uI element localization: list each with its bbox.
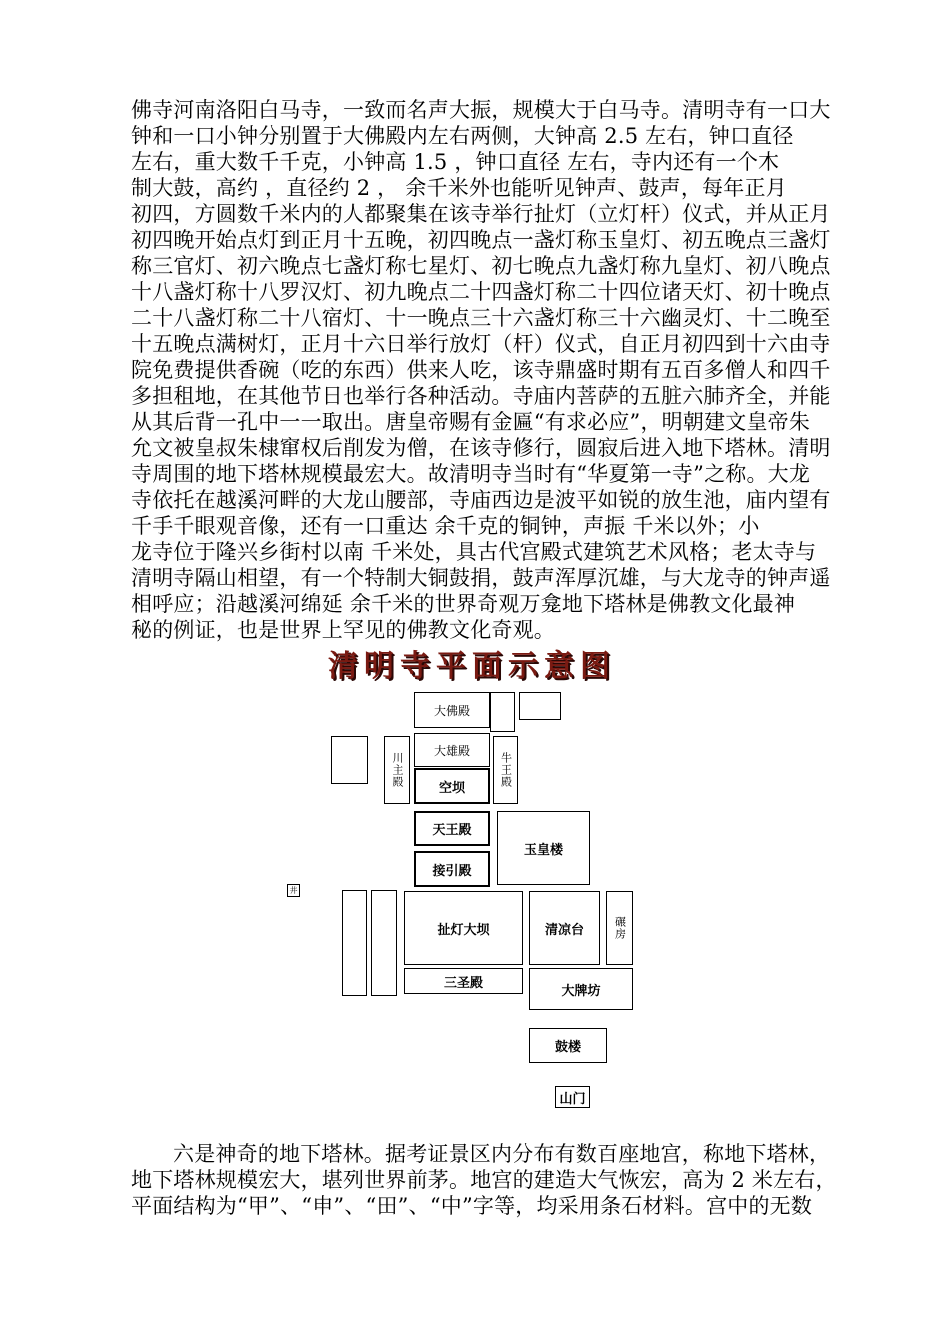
- text-line: 从其后背一孔中一一取出。唐皇帝赐有金匾“有求必应”，明朝建文皇帝朱: [131, 410, 811, 434]
- text-line: 制大鼓，高约 ，直径约 2 ， 余千米外也能听见钟声、鼓声，每年正月: [131, 176, 787, 200]
- text-line: 六是神奇的地下塔林。据考证景区内分布有数百座地宫，称地下塔林，: [173, 1142, 831, 1166]
- text-line: 二十八盏灯称二十八宿灯、十一晚点三十六盏灯称三十六幽灵灯、十二晚至: [131, 306, 831, 330]
- text-line: 清明寺隔山相望，有一个特制大铜鼓捐，鼓声浑厚沉雄，与大龙寺的钟声遥: [131, 566, 831, 590]
- building-chuanzhudian: 川主殿: [384, 736, 410, 804]
- text-line: 初四晚开始点灯到正月十五晚，初四晚点一盏灯称玉皇灯、初五晚点三盏灯: [131, 228, 831, 252]
- well-marker: 井: [287, 884, 300, 897]
- courtyard-kongba: 空坝: [414, 768, 490, 804]
- text-line: 佛寺河南洛阳白马寺，一致而名声大振，规模大于白马寺。清明寺有一口大: [131, 98, 831, 122]
- text-line: 十八盏灯称十八罗汉灯、初九晚点二十四盏灯称二十四位诸天灯、初十晚点: [131, 280, 831, 304]
- text-line: 允文被皇叔朱棣窜权后削发为僧，在该寺修行，圆寂后进入地下塔林。清明: [131, 436, 831, 460]
- wing-box: [371, 890, 397, 996]
- text-line: 十五晚点满树灯，正月十六日举行放灯（杆）仪式，自正月初四到十六由寺: [131, 332, 831, 356]
- text-line: 多担租地，在其他节日也举行各种活动。寺庙内菩萨的五脏六肺齐全，并能: [131, 384, 831, 408]
- text-line: 钟和一口小钟分别置于大佛殿内左右两侧，大钟高 2.5 左右，钟口直径: [131, 124, 794, 148]
- building-daxiongdian: 大雄殿: [414, 733, 490, 767]
- text-line: 龙寺位于隆兴乡街村以南 千米处，具古代宫殿式建筑艺术风格；老太寺与: [131, 540, 817, 564]
- text-line: 左右，重大数千千克，小钟高 1.5 ，钟口直径 左右，寺内还有一个木: [131, 150, 780, 174]
- text-line: 相呼应；沿越溪河绵延 余千米的世界奇观万龛地下塔林是佛教文化最神: [131, 592, 796, 616]
- text-line: 地下塔林规模宏大，堪列世界前茅。地宫的建造大气恢宏，高为 2 米左右，: [131, 1168, 837, 1192]
- annex-box: [490, 692, 515, 732]
- building-sanxianguan: 三圣殿: [404, 968, 523, 994]
- building-gulou: 鼓楼: [529, 1028, 607, 1063]
- building-dafodian: 大佛殿: [414, 692, 490, 728]
- text-line: 寺周围的地下塔林规模最宏大。故清明寺当时有“华夏第一寺”之称。大龙: [131, 462, 811, 486]
- building-jieyindian: 接引殿: [414, 851, 490, 887]
- building-yuhuanglou: 玉皇楼: [497, 811, 590, 885]
- gate-dapaifang: 大牌坊: [529, 968, 633, 1010]
- wing-box: [342, 890, 367, 996]
- text-line: 平面结构为“甲”、“申”、“田”、“中”字等，均采用条石材料。宫中的无数: [131, 1194, 813, 1218]
- side-box: [331, 736, 368, 784]
- building-tianwangdian: 天王殿: [414, 811, 490, 846]
- text-line: 千手千眼观音像，还有一口重达 余千克的铜钟，声振 千米以外；小: [131, 514, 760, 538]
- text-line: 秘的例证，也是世界上罕见的佛教文化奇观。: [131, 618, 555, 642]
- text-line: 寺依托在越溪河畔的大龙山腰部，寺庙西边是波平如锐的放生池，庙内望有: [131, 488, 831, 512]
- text-line: 称三官灯、初六晚点七盏灯称七星灯、初七晚点九盏灯称九皇灯、初八晚点: [131, 254, 831, 278]
- diagram-title: 清明寺平面示意图: [328, 649, 616, 684]
- gate-shanmen: 山门: [555, 1086, 590, 1108]
- building-nianfang: 碾房: [606, 891, 633, 965]
- text-line: 院免费提供香碗（吃的东西）供来人吃，该寺鼎盛时期有五百多僧人和四千: [131, 358, 831, 382]
- building-niuwangdian: 牛王殿: [493, 736, 518, 804]
- courtyard-chedengdaba: 扯灯大坝: [404, 891, 523, 965]
- annex-box: [519, 692, 561, 720]
- text-line: 初四，方圆数千米内的人都聚集在该寺举行扯灯（立灯杆）仪式，并从正月: [131, 202, 831, 226]
- terrace-qingliangtai: 清凉台: [529, 891, 600, 965]
